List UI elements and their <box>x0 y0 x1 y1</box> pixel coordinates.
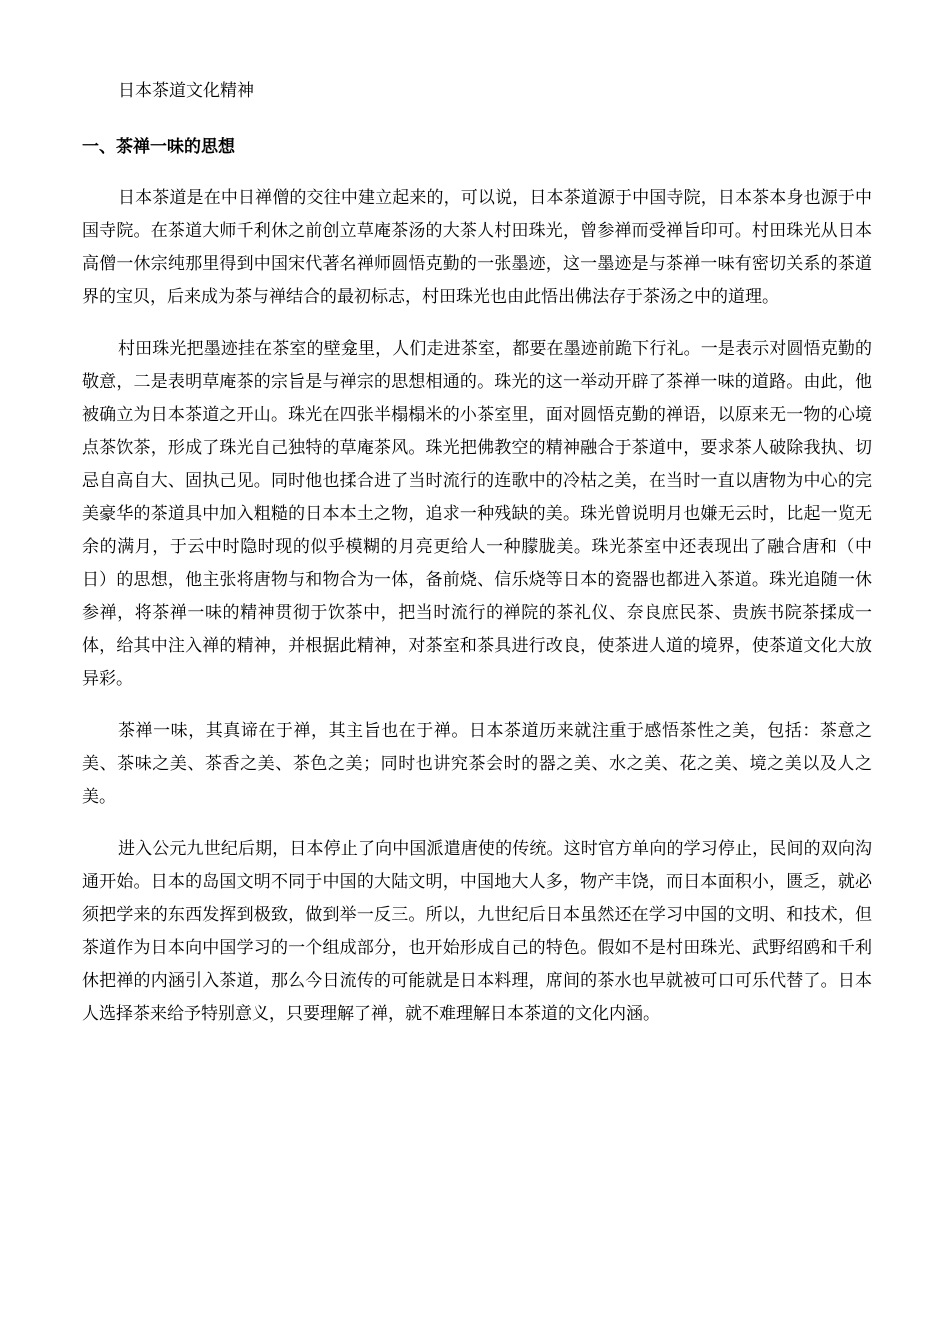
paragraph-1: 日本茶道是在中日禅僧的交往中建立起来的，可以说，日本茶道源于中国寺院，日本茶本身也源于中国寺院。在茶道大师千利休之前创立草庵茶汤的大茶人村田珠光，曾参禅而受禅旨印可。村田珠光从日本高僧一休宗纯那里得到中国宋代著名禅师圆悟克勤的一张墨迹，这一墨迹是与茶禅一味有密切关系的茶道界的宝贝，后来成为茶与禅结合的最初标志，村田珠光也由此悟出佛法存于茶汤之中的道理。 <box>82 188 872 307</box>
paragraph-4: 进入公元九世纪后期，日本停止了向中国派遣唐使的传统。这时官方单向的学习停止，民间的双向沟通开始。日本的岛国文明不同于中国的大陆文明，中国地大人多，物产丰饶，而日本面积小，匮乏，就必须把学来的东西发挥到极致，做到举一反三。所以，九世纪后日本虽然还在学习中国的文明、和技术，但茶道作为日本向中国学习的一个组成部分，也开始形成自己的特色。假如不是村田珠光、武野绍鸥和千利休把禅的内涵引入茶道，那么今日流传的可能就是日本料理，席间的茶水也早就被可口可乐代替了。日本人选择茶来给予特别意义，只要理解了禅，就不难理解日本茶道的文化内涵。 <box>82 839 872 1024</box>
document-title: 日本茶道文化精神 <box>118 81 254 101</box>
paragraph-2: 村田珠光把墨迹挂在茶室的壁龛里，人们走进茶室，都要在墨迹前跪下行礼。一是表示对圆悟克勤的敬意，二是表明草庵茶的宗旨是与禅宗的思想相通的。珠光的这一举动开辟了茶禅一味的道路。由此，他被确立为日本茶道之开山。珠光在四张半榻榻米的小茶室里，面对圆悟克勤的禅语，以原来无一物的心境点茶饮茶，形成了珠光自己独特的草庵茶风。珠光把佛教空的精神融合于茶道中，要求茶人破除我执、切忌自高自大、固执己见。同时他也揉合进了当时流行的连歌中的冷枯之美，在当时一直以唐物为中心的完美豪华的茶道具中加入粗糙的日本本土之物，追求一种残缺的美。珠光曾说明月也嫌无云时，比起一览无余的满月，于云中时隐时现的似乎模糊的月亮更给人一种朦胧美。珠光茶室中还表现出了融合唐和（中日）的思想，他主张将唐物与和物合为一体，备前烧、信乐烧等日本的瓷器也都进入茶道。珠光追随一休参禅，将茶禅一味的精神贯彻于饮茶中，把当时流行的禅院的茶礼仪、奈良庶民茶、贵族书院茶揉成一体，给其中注入禅的精神，并根据此精神，对茶室和茶具进行改良，使茶进人道的境界，使茶道文化大放异彩。 <box>82 339 872 689</box>
section-heading: 一、茶禅一味的思想 <box>82 137 235 157</box>
paragraph-3: 茶禅一味，其真谛在于禅，其主旨也在于禅。日本茶道历来就注重于感悟茶性之美，包括：茶意之美、茶味之美、茶香之美、茶色之美；同时也讲究茶会时的器之美、水之美、花之美、境之美以及人之美。 <box>82 721 872 807</box>
document-page <box>82 76 872 1050</box>
